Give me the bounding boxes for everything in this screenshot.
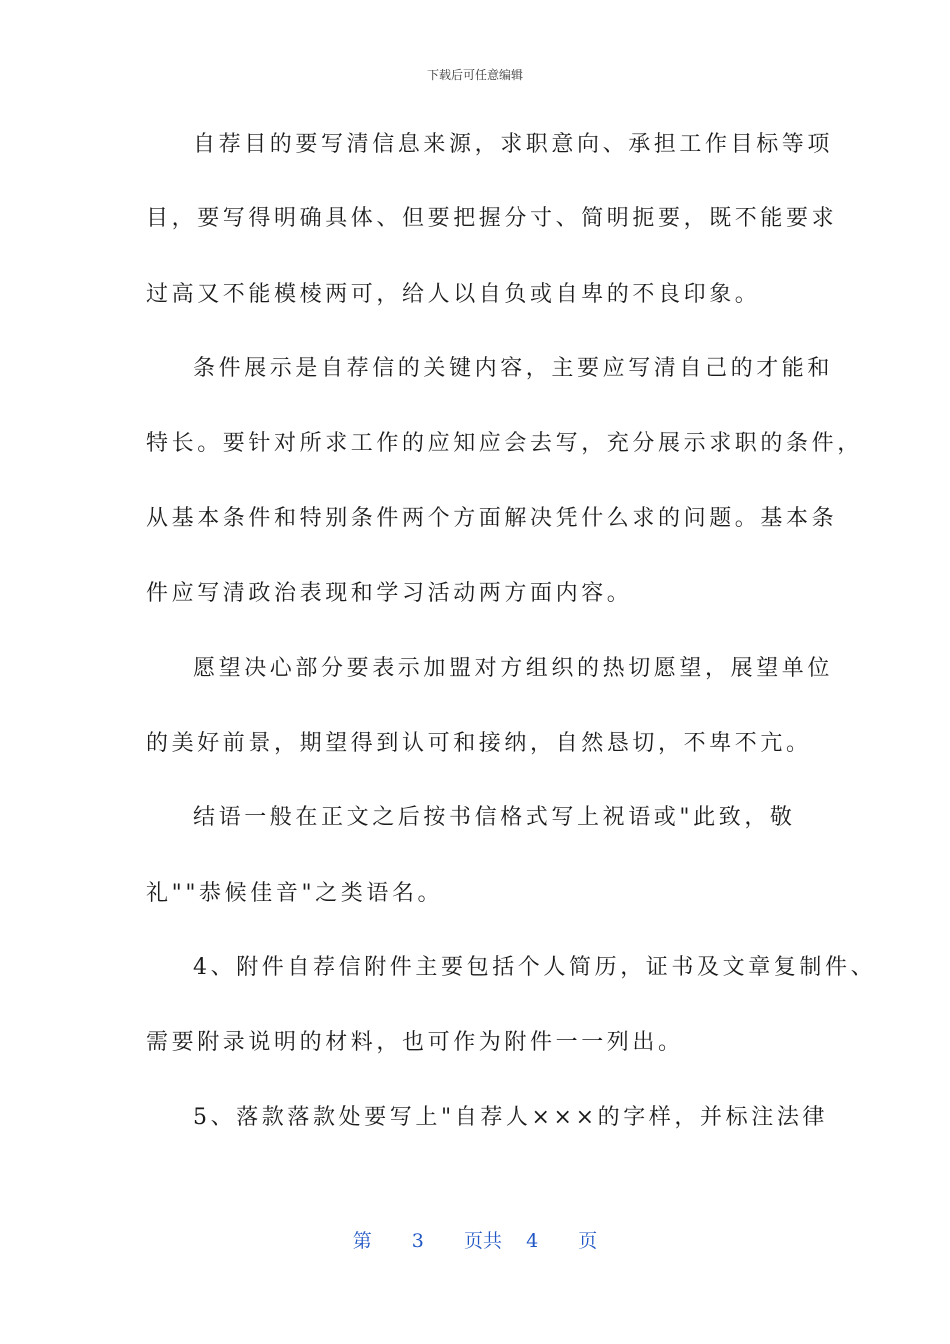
- body-line: 目，要写得明确具体、但要把握分寸、简明扼要，既不能要求: [146, 206, 838, 231]
- body-line: 结语一般在正文之后按书信格式写上祝语或"此致，敬: [193, 805, 796, 830]
- body-line: 愿望决心部分要表示加盟对方组织的热切愿望，展望单位: [193, 656, 834, 681]
- body-line: 4、附件自荐信附件主要包括个人简历，证书及文章复制件、: [193, 955, 877, 980]
- body-line: 从基本条件和特别条件两个方面解决凭什么求的问题。基本条: [146, 506, 838, 531]
- body-line: 件应写清政治表现和学习活动两方面内容。: [146, 581, 633, 606]
- footer-suffix: 页: [578, 1230, 598, 1252]
- body-line: 礼""恭候佳音"之类语名。: [146, 881, 444, 906]
- header-note: 下载后可任意编辑: [426, 68, 523, 82]
- body-line: 过高又不能模棱两可，给人以自负或自卑的不良印象。: [146, 282, 761, 307]
- body-line: 特长。要针对所求工作的应知应会去写，充分展示求职的条件，: [146, 431, 863, 456]
- body-line: 的美好前景，期望得到认可和接纳，自然恳切，不卑不亢。: [146, 731, 812, 756]
- body-line: 需要附录说明的材料，也可作为附件一一列出。: [146, 1030, 684, 1055]
- footer-total-pages: 4: [526, 1230, 539, 1252]
- body-line: 条件展示是自荐信的关键内容，主要应写清自己的才能和: [193, 356, 834, 381]
- footer-middle: 页共: [463, 1230, 502, 1252]
- footer-prefix: 第: [352, 1230, 372, 1252]
- page-footer: [0, 1226, 950, 1253]
- body-line: 5、落款落款处要写上"自荐人×××的字样，并标注法律: [193, 1105, 829, 1130]
- footer-current-page: 3: [411, 1230, 424, 1252]
- body-line: 自荐目的要写清信息来源，求职意向、承担工作目标等项: [193, 132, 834, 157]
